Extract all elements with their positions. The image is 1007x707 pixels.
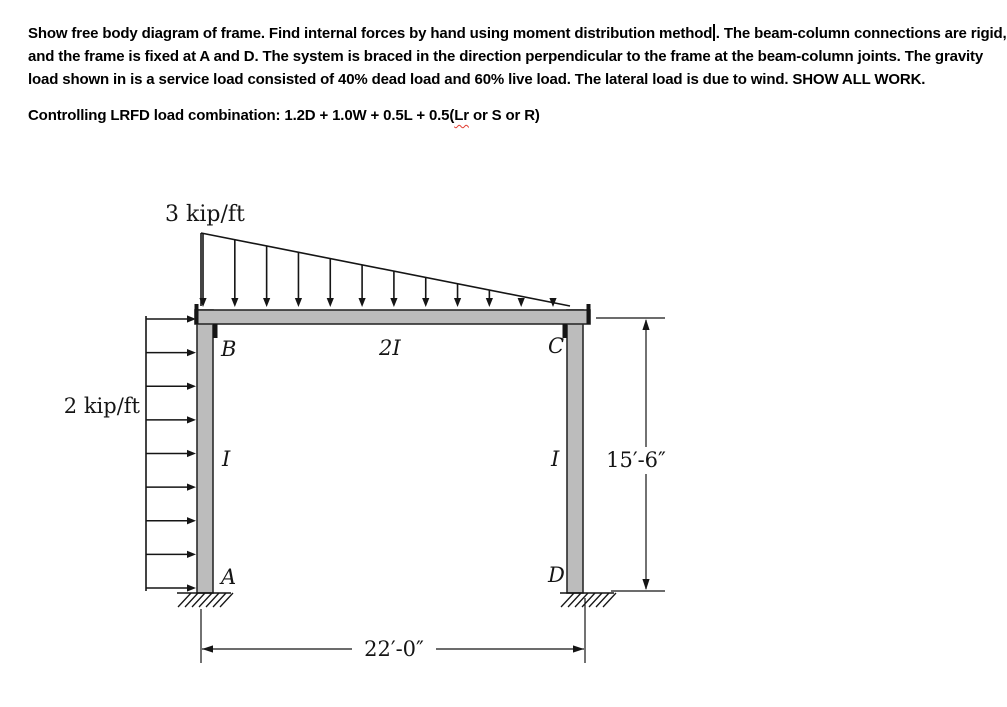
- combo-prefix: Controlling LRFD load combination: 1.2D + 1.0W + 0.5L + 0.5(: [28, 107, 455, 124]
- hatch-line: [185, 593, 198, 607]
- top-distributed-load-arrows: [199, 233, 556, 307]
- hatch-line: [220, 593, 233, 607]
- hatch-line: [575, 593, 588, 607]
- connection-mark-b: [213, 324, 218, 338]
- load-arrow: [146, 584, 196, 591]
- side-distributed-load: [146, 315, 196, 591]
- load-arrow: [146, 349, 196, 356]
- support-d: [560, 593, 616, 607]
- problem-line-3: load shown in is a service load consisted of 40% dead load and 60% live load. The lateral load is due to wind. SHOW ALL WORK.: [28, 71, 926, 88]
- load-arrow: [231, 240, 238, 307]
- top-load-label: 3 kip/ft: [165, 202, 245, 227]
- load-arrow: [146, 383, 196, 390]
- load-arrow: [327, 259, 334, 307]
- height-dim-label: 15′-6″: [606, 448, 666, 472]
- dim-arrow-down: [642, 579, 649, 590]
- load-arrow: [422, 277, 429, 307]
- hatch-line: [589, 593, 602, 607]
- height-dimension: [596, 318, 670, 591]
- dim-arrow-up: [642, 319, 649, 330]
- load-arrow: [146, 484, 196, 491]
- support-hatching: [178, 593, 233, 607]
- right-column: [567, 310, 583, 593]
- load-arrow: [390, 271, 397, 307]
- load-arrow: [518, 298, 525, 307]
- hatch-line: [568, 593, 581, 607]
- hatch-line: [206, 593, 219, 607]
- dim-arrow-left: [202, 645, 213, 652]
- load-arrow: [295, 252, 302, 307]
- hatch-line: [603, 593, 616, 607]
- span-dimension: [201, 598, 585, 663]
- hatch-line: [178, 593, 191, 607]
- span-dim-label: 22′-0″: [364, 637, 424, 661]
- load-arrow: [358, 265, 365, 307]
- support-a: [177, 593, 233, 607]
- combo-flagged-term: Lr: [454, 107, 469, 124]
- load-arrow: [146, 450, 196, 457]
- hatch-line: [561, 593, 574, 607]
- load-slope-line: [201, 233, 570, 306]
- problem-line-2: and the frame is fixed at A and D. The system is braced in the direction perpendicular to the frame at the beam-column joints. The gravity: [28, 48, 984, 65]
- side-distributed-load-arrows: [146, 315, 196, 591]
- hatch-line: [582, 593, 595, 607]
- beam: [195, 310, 590, 324]
- right-column-stiffness-label: I: [551, 447, 560, 471]
- combo-suffix: or S or R): [468, 107, 540, 124]
- hatch-line: [213, 593, 226, 607]
- load-arrow: [486, 290, 493, 307]
- beam-end-plate-right: [587, 304, 591, 324]
- hatch-line: [199, 593, 212, 607]
- load-arrow: [146, 517, 196, 524]
- left-column-stiffness-label: I: [222, 447, 231, 471]
- load-arrow: [146, 551, 196, 558]
- load-arrow: [263, 246, 270, 307]
- problem-line-1-pre: Show free body diagram of frame. Find internal forces by hand using moment distribution method: [28, 25, 713, 42]
- beam-stiffness-label: 2I: [379, 336, 401, 360]
- left-column: [197, 310, 213, 593]
- joint-label-b: B: [221, 337, 237, 361]
- hatch-line: [192, 593, 205, 607]
- joint-label-d: D: [548, 563, 565, 587]
- beam-end-plate-left: [195, 304, 199, 324]
- load-arrow: [146, 315, 196, 322]
- joint-label-a: A: [221, 565, 237, 589]
- diagram-labels: [64, 202, 565, 589]
- joint-label-c: C: [548, 334, 565, 358]
- load-arrow: [146, 416, 196, 423]
- dim-arrow-right: [573, 645, 584, 652]
- load-arrow: [454, 284, 461, 307]
- support-hatching: [561, 593, 616, 607]
- hatch-line: [596, 593, 609, 607]
- problem-line-1-post: . The beam-column connections are rigid,: [715, 25, 1007, 42]
- top-distributed-load: [199, 233, 570, 307]
- side-load-label: 2 kip/ft: [63, 394, 140, 418]
